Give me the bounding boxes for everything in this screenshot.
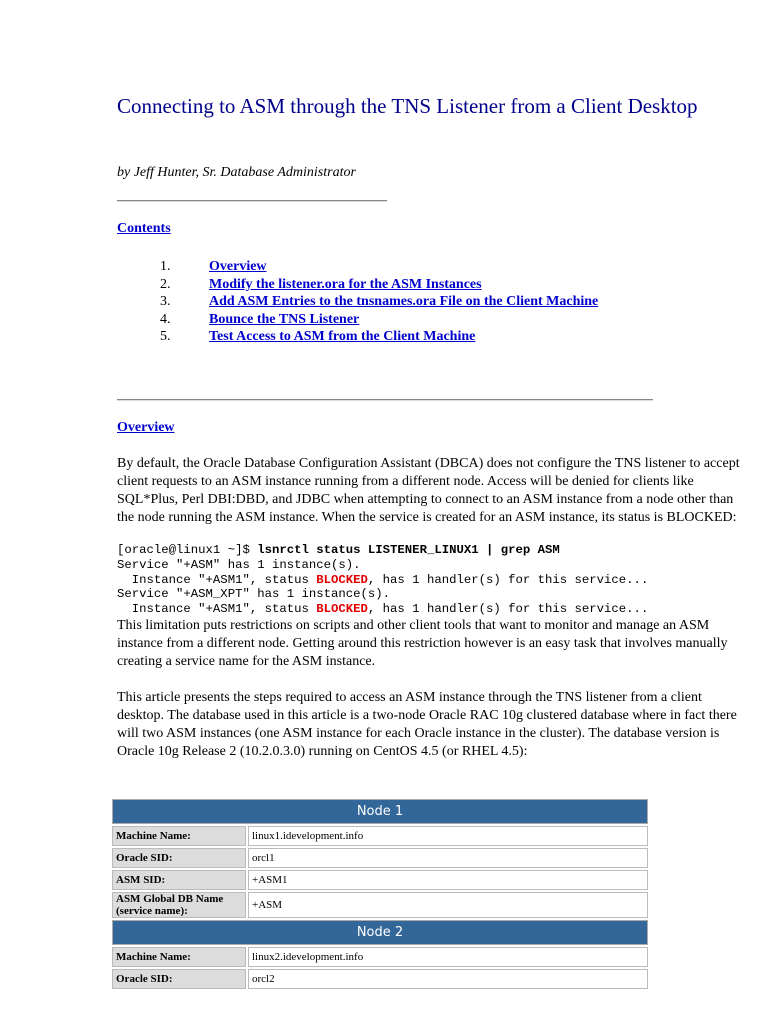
row-label: Oracle SID: xyxy=(112,848,246,868)
code-line: Instance "+ASM1", status xyxy=(117,572,317,587)
table-row xyxy=(112,826,648,846)
node-config-table xyxy=(110,797,650,991)
toc-link-modify-listener[interactable]: Modify the listener.ora for the ASM Instances xyxy=(209,276,482,292)
code-block xyxy=(117,543,648,617)
row-label: ASM Global DB Name (service name): xyxy=(112,892,246,918)
overview-paragraph-1: By default, the Oracle Database Configuration Assistant (DBCA) does not configure the TNS listener to accept client requests to an ASM instance running from a different node. Access will be denied for clients like SQL*Plus, Perl DBI:DBD, and JDBC when attempting to connect to an ASM instance from a node other than the node running the ASM instance. When the service is created for an ASM instance, its status is BLOCKED: xyxy=(117,456,740,525)
status-blocked: BLOCKED xyxy=(316,602,368,617)
code-line: Instance "+ASM1", status xyxy=(117,602,317,617)
row-value: +ASM xyxy=(248,892,648,918)
toc-number: 3. xyxy=(160,294,171,309)
toc-item xyxy=(160,311,598,329)
row-value: linux1.idevelopment.info xyxy=(248,826,648,846)
toc-link-add-asm-entries[interactable]: Add ASM Entries to the tnsnames.ora File on the Client Machine xyxy=(209,294,599,309)
node-header: Node 2 xyxy=(112,920,648,945)
table-row xyxy=(112,947,648,967)
byline: by Jeff Hunter, Sr. Database Administrator xyxy=(117,165,356,180)
table-of-contents xyxy=(160,258,598,346)
node-header-row xyxy=(112,799,648,824)
row-value: orcl2 xyxy=(248,969,648,989)
row-label: Machine Name: xyxy=(112,947,246,967)
table-row xyxy=(112,870,648,890)
overview-paragraph-3: This article presents the steps required to access an ASM instance through the TNS listener from a client desktop. The database used in this article is a two-node Oracle RAC 10g clustered database where in fact there will two ASM instances (one ASM instance for each Oracle instance in the cluster). The database version is Oracle 10g Release 2 (10.2.0.3.0) running on CentOS 4.5 (or RHEL 4.5): xyxy=(117,690,737,759)
table-row xyxy=(112,848,648,868)
row-value: linux2.idevelopment.info xyxy=(248,947,648,967)
page-title: Connecting to ASM through the TNS Listener from a Client Desktop xyxy=(117,94,698,118)
code-line: Service "+ASM" has 1 instance(s). xyxy=(117,557,361,572)
table-row xyxy=(112,892,648,918)
toc-link-test-access[interactable]: Test Access to ASM from the Client Machine xyxy=(209,329,476,344)
contents-heading-link[interactable]: Contents xyxy=(117,221,171,236)
toc-link-overview[interactable]: Overview xyxy=(209,259,267,274)
toc-item xyxy=(160,293,598,311)
node-header-row xyxy=(112,920,648,945)
code-command: lsnrctl status LISTENER_LINUX1 | grep ASM xyxy=(257,543,560,557)
row-value: orcl1 xyxy=(248,848,648,868)
overview-heading-link[interactable]: Overview xyxy=(117,420,175,435)
toc-number: 4. xyxy=(160,311,171,327)
code-line: , has 1 handler(s) for this service... xyxy=(367,602,649,617)
row-label: Machine Name: xyxy=(112,826,246,846)
toc-number: 5. xyxy=(160,329,171,344)
code-prompt: [oracle@linux1 ~]$ xyxy=(117,543,258,557)
divider xyxy=(117,200,387,202)
status-blocked: BLOCKED xyxy=(316,572,368,587)
row-label: ASM SID: xyxy=(112,870,246,890)
code-line: , has 1 handler(s) for this service... xyxy=(367,572,649,587)
toc-item xyxy=(160,276,598,294)
toc-number: 1. xyxy=(160,259,171,274)
toc-item xyxy=(160,258,598,276)
code-line: Service "+ASM_XPT" has 1 instance(s). xyxy=(117,587,391,602)
table-row xyxy=(112,969,648,989)
node-header: Node 1 xyxy=(112,799,648,824)
toc-link-bounce-listener[interactable]: Bounce the TNS Listener xyxy=(209,311,360,327)
row-label: Oracle SID: xyxy=(112,969,246,989)
toc-item xyxy=(160,328,598,346)
overview-paragraph-2: This limitation puts restrictions on scripts and other client tools that want to monitor and manage an ASM instance from a different node. Getting around this restriction however is an easy task that involves manually creating a service name for the ASM instance. xyxy=(117,618,728,669)
toc-number: 2. xyxy=(160,276,171,292)
row-value: +ASM1 xyxy=(248,870,648,890)
divider xyxy=(117,399,653,401)
